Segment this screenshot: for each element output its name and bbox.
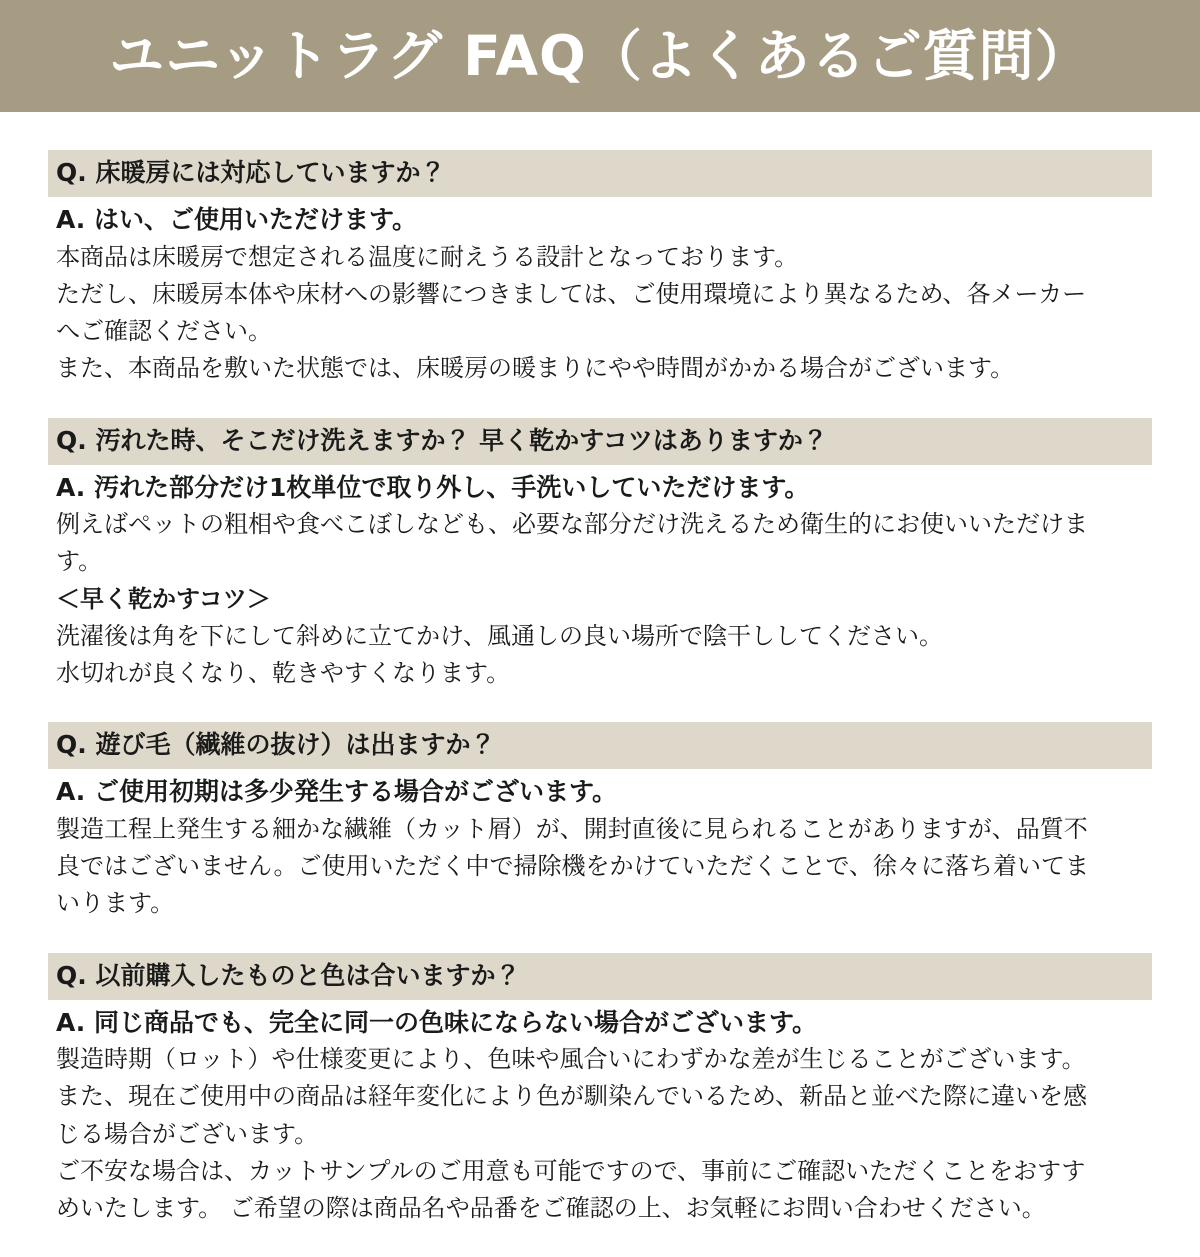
faq-body-line: 水切れが良くなり、乾きやすくなります。 <box>56 659 511 687</box>
faq-answer: A. はい、ご使用いただけます。 <box>56 205 418 235</box>
faq-body-line: へご確認ください。 <box>56 317 272 346</box>
faq-question: Q. 汚れた時、そこだけ洗えますか？ 早く乾かすコツはありますか？ <box>48 418 1152 465</box>
faq-item <box>48 418 1152 693</box>
faq-body-line: 本商品は床暖房で想定される温度に耐えうる設計となっております。 <box>56 242 799 271</box>
faq-item <box>48 150 1152 388</box>
faq-body-line: また、本商品を敷いた状態では、床暖房の暖まりにやや時間がかかる場合がございます。 <box>56 354 1015 383</box>
page-title: ユニットラグ FAQ（よくあるご質問） <box>109 23 1091 88</box>
faq-body-line: じる場合がございます。 <box>56 1119 319 1148</box>
faq-body-line: 製造工程上発生する細かな繊維（カット屑）が、開封直後に見られることがありますが、品質不 <box>56 814 1088 843</box>
faq-question: Q. 床暖房には対応していますか？ <box>48 150 1152 197</box>
faq-body-line: 洗濯後は角を下にして斜めに立てかけ、風通しの良い場所で陰干ししてください。 <box>56 621 944 650</box>
faq-body-line: ご不安な場合は、カットサンプルのご用意も可能ですので、事前にご確認いただくことをおすす <box>56 1156 1086 1185</box>
faq-answer: A. 汚れた部分だけ1枚単位で取り外し、手洗いしていただけます。 <box>56 472 810 502</box>
faq-body-line: 例えばペットの粗相や食べこぼしなども、必要な部分だけ洗えるため衛生的にお使いいただけま <box>56 510 1088 539</box>
faq-list <box>0 112 1200 1257</box>
faq-body-line: 良ではございません。ご使用いただく中で掃除機をかけていただくことで、徐々に落ち着いてま <box>56 852 1089 881</box>
faq-body-line: めいたします。 ご希望の際は商品名や品番をご確認の上、お気軽にお問い合わせください。 <box>56 1194 1046 1222</box>
faq-item <box>48 953 1152 1228</box>
faq-subheading: ＜早く乾かすコツ＞ <box>56 584 271 613</box>
faq-body-line: いります。 <box>56 889 175 918</box>
faq-body-line: 製造時期（ロット）や仕様変更により、色味や風合いにわずかな差が生じることがございます。 <box>56 1045 1086 1074</box>
faq-question: Q. 以前購入したものと色は合いますか？ <box>48 953 1152 1000</box>
faq-body-line: す。 <box>56 547 103 576</box>
faq-item <box>48 722 1152 922</box>
faq-body-line: ただし、床暖房本体や床材への影響につきましては、ご使用環境により異なるため、各メーカー <box>56 279 1087 308</box>
faq-answer: A. 同じ商品でも、完全に同一の色味にならない場合がございます。 <box>56 1007 818 1037</box>
faq-question: Q. 遊び毛（繊維の抜け）は出ますか？ <box>48 722 1152 769</box>
faq-answer: A. ご使用初期は多少発生する場合がございます。 <box>56 777 618 807</box>
page-header <box>0 0 1200 112</box>
faq-body-line: また、現在ご使用中の商品は経年変化により色が馴染んでいるため、新品と並べた際に違いを感 <box>56 1082 1088 1111</box>
